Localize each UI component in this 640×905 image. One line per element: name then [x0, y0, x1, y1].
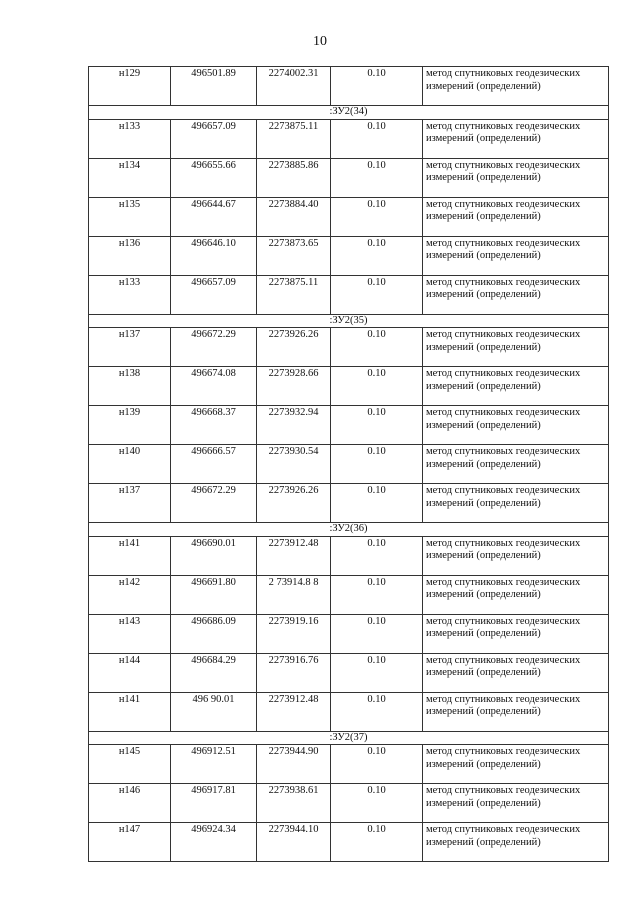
accuracy-cell: 0.10: [331, 692, 423, 731]
method-cell: метод спутниковых геодезических измерений (определений): [423, 614, 609, 653]
table-row: [89, 275, 609, 314]
method-cell: метод спутниковых геодезических измерений (определений): [423, 236, 609, 275]
accuracy-cell: 0.10: [331, 575, 423, 614]
method-cell: метод спутниковых геодезических измерений (определений): [423, 745, 609, 784]
point-name-cell: н146: [89, 784, 171, 823]
table-row: [89, 158, 609, 197]
accuracy-cell: 0.10: [331, 823, 423, 862]
x-coordinate-cell: 496672.29: [171, 328, 257, 367]
y-coordinate-cell: 2273926.26: [257, 484, 331, 523]
accuracy-cell: 0.10: [331, 784, 423, 823]
table-row: [89, 328, 609, 367]
x-coordinate-cell: 496666.57: [171, 445, 257, 484]
y-coordinate-cell: 2273875.11: [257, 119, 331, 158]
accuracy-cell: 0.10: [331, 484, 423, 523]
point-name-cell: н145: [89, 745, 171, 784]
accuracy-cell: 0.10: [331, 197, 423, 236]
method-cell: метод спутниковых геодезических измерений (определений): [423, 328, 609, 367]
section-row: [89, 523, 609, 537]
y-coordinate-cell: 2273938.61: [257, 784, 331, 823]
table-row: [89, 67, 609, 106]
point-name-cell: н143: [89, 614, 171, 653]
coordinates-table: [88, 66, 609, 862]
point-name-cell: н129: [89, 67, 171, 106]
y-coordinate-cell: 2273916.76: [257, 653, 331, 692]
point-name-cell: н135: [89, 197, 171, 236]
table-row: [89, 575, 609, 614]
method-cell: метод спутниковых геодезических измерений (определений): [423, 692, 609, 731]
accuracy-cell: 0.10: [331, 119, 423, 158]
point-name-cell: н137: [89, 328, 171, 367]
x-coordinate-cell: 496657.09: [171, 119, 257, 158]
x-coordinate-cell: 496655.66: [171, 158, 257, 197]
table-row: [89, 445, 609, 484]
table-row: [89, 197, 609, 236]
table-row: [89, 692, 609, 731]
y-coordinate-cell: 2273884.40: [257, 197, 331, 236]
method-cell: метод спутниковых геодезических измерений (определений): [423, 484, 609, 523]
accuracy-cell: 0.10: [331, 536, 423, 575]
section-title: :ЗУ2(34): [89, 106, 609, 120]
point-name-cell: н136: [89, 236, 171, 275]
page-number: 10: [313, 34, 327, 49]
x-coordinate-cell: 496501.89: [171, 67, 257, 106]
point-name-cell: н140: [89, 445, 171, 484]
accuracy-cell: 0.10: [331, 406, 423, 445]
x-coordinate-cell: 496690.01: [171, 536, 257, 575]
x-coordinate-cell: 496657.09: [171, 275, 257, 314]
accuracy-cell: 0.10: [331, 158, 423, 197]
point-name-cell: н141: [89, 536, 171, 575]
method-cell: метод спутниковых геодезических измерений (определений): [423, 784, 609, 823]
section-title: :ЗУ2(35): [89, 314, 609, 328]
section-row: [89, 314, 609, 328]
method-cell: метод спутниковых геодезических измерений (определений): [423, 119, 609, 158]
point-name-cell: н133: [89, 119, 171, 158]
point-name-cell: н142: [89, 575, 171, 614]
method-cell: метод спутниковых геодезических измерений (определений): [423, 653, 609, 692]
y-coordinate-cell: 2273928.66: [257, 367, 331, 406]
table-row: [89, 614, 609, 653]
method-cell: метод спутниковых геодезических измерений (определений): [423, 536, 609, 575]
method-cell: метод спутниковых геодезических измерений (определений): [423, 823, 609, 862]
method-cell: метод спутниковых геодезических измерений (определений): [423, 367, 609, 406]
x-coordinate-cell: 496674.08: [171, 367, 257, 406]
table-row: [89, 823, 609, 862]
y-coordinate-cell: 2273912.48: [257, 536, 331, 575]
x-coordinate-cell: 496686.09: [171, 614, 257, 653]
y-coordinate-cell: 2273885.86: [257, 158, 331, 197]
y-coordinate-cell: 2 73914.8 8: [257, 575, 331, 614]
point-name-cell: н141: [89, 692, 171, 731]
y-coordinate-cell: 2273926.26: [257, 328, 331, 367]
accuracy-cell: 0.10: [331, 745, 423, 784]
table-row: [89, 367, 609, 406]
table-row: [89, 119, 609, 158]
y-coordinate-cell: 2273912.48: [257, 692, 331, 731]
table-row: [89, 236, 609, 275]
table-row: [89, 484, 609, 523]
x-coordinate-cell: 496684.29: [171, 653, 257, 692]
y-coordinate-cell: 2274002.31: [257, 67, 331, 106]
section-title: :ЗУ2(37): [89, 731, 609, 745]
table-row: [89, 745, 609, 784]
method-cell: метод спутниковых геодезических измерений (определений): [423, 197, 609, 236]
table-row: [89, 536, 609, 575]
x-coordinate-cell: 496 90.01: [171, 692, 257, 731]
y-coordinate-cell: 2273930.54: [257, 445, 331, 484]
accuracy-cell: 0.10: [331, 275, 423, 314]
point-name-cell: н134: [89, 158, 171, 197]
accuracy-cell: 0.10: [331, 614, 423, 653]
section-row: [89, 106, 609, 120]
x-coordinate-cell: 496691.80: [171, 575, 257, 614]
method-cell: метод спутниковых геодезических измерений (определений): [423, 445, 609, 484]
method-cell: метод спутниковых геодезических измерений (определений): [423, 575, 609, 614]
x-coordinate-cell: 496668.37: [171, 406, 257, 445]
table-row: [89, 653, 609, 692]
method-cell: метод спутниковых геодезических измерений (определений): [423, 158, 609, 197]
point-name-cell: н139: [89, 406, 171, 445]
point-name-cell: н133: [89, 275, 171, 314]
point-name-cell: н138: [89, 367, 171, 406]
y-coordinate-cell: 2273919.16: [257, 614, 331, 653]
section-title: :ЗУ2(36): [89, 523, 609, 537]
method-cell: метод спутниковых геодезических измерений (определений): [423, 275, 609, 314]
section-row: [89, 731, 609, 745]
x-coordinate-cell: 496924.34: [171, 823, 257, 862]
x-coordinate-cell: 496644.67: [171, 197, 257, 236]
method-cell: метод спутниковых геодезических измерений (определений): [423, 67, 609, 106]
y-coordinate-cell: 2273873.65: [257, 236, 331, 275]
accuracy-cell: 0.10: [331, 653, 423, 692]
accuracy-cell: 0.10: [331, 445, 423, 484]
point-name-cell: н137: [89, 484, 171, 523]
point-name-cell: н144: [89, 653, 171, 692]
y-coordinate-cell: 2273932.94: [257, 406, 331, 445]
x-coordinate-cell: 496912.51: [171, 745, 257, 784]
accuracy-cell: 0.10: [331, 236, 423, 275]
y-coordinate-cell: 2273875.11: [257, 275, 331, 314]
x-coordinate-cell: 496672.29: [171, 484, 257, 523]
point-name-cell: н147: [89, 823, 171, 862]
method-cell: метод спутниковых геодезических измерений (определений): [423, 406, 609, 445]
x-coordinate-cell: 496646.10: [171, 236, 257, 275]
table-row: [89, 784, 609, 823]
x-coordinate-cell: 496917.81: [171, 784, 257, 823]
coordinates-table-body: [89, 67, 609, 862]
table-row: [89, 406, 609, 445]
accuracy-cell: 0.10: [331, 367, 423, 406]
accuracy-cell: 0.10: [331, 67, 423, 106]
y-coordinate-cell: 2273944.90: [257, 745, 331, 784]
accuracy-cell: 0.10: [331, 328, 423, 367]
y-coordinate-cell: 2273944.10: [257, 823, 331, 862]
